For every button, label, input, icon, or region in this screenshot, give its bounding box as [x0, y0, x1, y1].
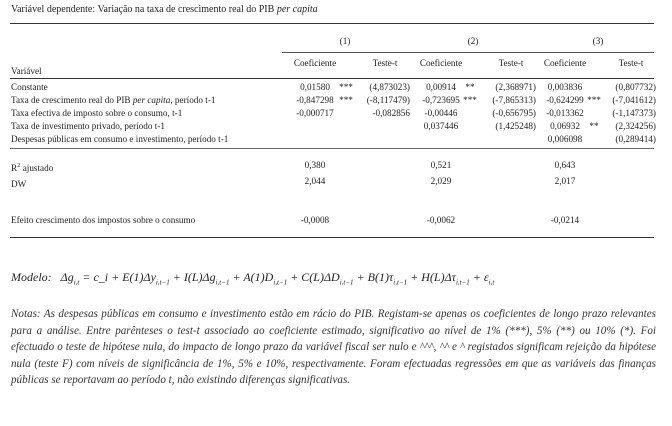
col-group-3-rule	[534, 52, 654, 53]
stat-value: 2,029	[430, 176, 452, 186]
caption-text: Variável dependente: Variação na taxa de crescimento real do PIB	[11, 4, 277, 15]
t-stat-cell: (-7,041612)	[612, 95, 656, 105]
subheader-t-2: Teste-t	[498, 58, 524, 68]
body-bottom-rule	[10, 148, 654, 149]
significance-stars: **	[465, 82, 475, 92]
t-stat-cell: (0,289414)	[615, 134, 656, 144]
row-label: Constante	[11, 82, 48, 92]
stat-value: 0,521	[430, 160, 452, 170]
coefficient-cell: -0,847298	[296, 95, 334, 105]
table-top-rule	[10, 23, 654, 24]
variable-header: Variável	[11, 66, 42, 76]
subheader-coef-3: Coeficiente	[543, 58, 587, 68]
col-group-1-rule	[282, 52, 410, 53]
stat-label: DW	[11, 179, 27, 190]
coefficient-cell: 0,00914	[426, 82, 456, 92]
coefficient-cell: -0,000717	[296, 108, 334, 118]
row-label: Despesas públicas em consumo e investimento, período t-1	[11, 134, 229, 144]
t-stat-cell: (2,368971)	[495, 82, 536, 92]
t-stat-cell: (-0,656795)	[492, 108, 536, 118]
t-stat-cell: -0,082856	[372, 108, 410, 118]
t-stat-cell: (1,425248)	[495, 121, 536, 131]
t-stat-cell: (-7,865313)	[492, 95, 536, 105]
t-stat-cell: (2,324256)	[615, 121, 656, 131]
significance-stars: ***	[463, 95, 477, 105]
model-label: Modelo:	[11, 270, 52, 284]
model-equation	[11, 270, 494, 286]
effect-value-1: -0,0008	[300, 215, 330, 225]
subheader-t-3: Teste-t	[618, 58, 644, 68]
row-label: Taxa efectiva de imposto sobre o consumo, t-1	[11, 108, 183, 118]
significance-stars: ***	[587, 95, 601, 105]
notes-paragraph: Notas: As despesas públicas em consumo e investimento estão em rácio do PIB. Registam-se apenas os coeficientes de longo prazo relevantes para a análise. Entre parênteses o test-t associado ao coeficiente estimado, significativo ao nível de 1% (***), 5% (**) ou 10% (*). Foi efectuado o teste de hipótese nula, do impacto de longo prazo da variável fiscal ser nulo e ^^^, ^^ e ^ registados significam rejeição da hipótese nula (teste F) com níveis de significância de 1%, 5% e 10%, respectivamente. Foram efectuadas regressões em que as variáveis das finanças públicas se reportavam ao período t, não existindo diferenças significativas.	[11, 308, 656, 386]
table-caption	[11, 4, 318, 15]
significance-stars: ***	[339, 82, 353, 92]
t-stat-cell: (0,807732)	[615, 82, 656, 92]
coefficient-cell: -0,723695	[422, 95, 460, 105]
stat-value: 0,380	[304, 160, 326, 170]
row-label: Taxa de crescimento real do PIB per capita, período t-1	[11, 95, 216, 105]
coefficient-cell: -0,624299	[546, 95, 584, 105]
stat-value: 2,017	[554, 176, 576, 186]
subheader-t-1: Teste-t	[372, 58, 398, 68]
coefficient-cell: -0,013362	[546, 108, 584, 118]
header-bottom-rule	[10, 78, 654, 79]
col-group-2: (2)	[467, 36, 479, 46]
model-formula: $\Delta g_{i,t}$ = c_i + $E(1)\Delta y_{i,t-1} + I(L)\Delta g_{i,t-1} + A(1)D_{i,t-1} + C(L)\Delta D_{i,t-1} + B(1)\tau_{i,t-1} + H(L)\Delta\tau_{i,t-1} + \varepsilon_{i,t}$	[60, 270, 495, 287]
col-group-3: (3)	[592, 36, 604, 46]
effect-value-3: -0,0214	[550, 215, 580, 225]
coefficient-cell: 0,037446	[423, 121, 459, 131]
effect-label: Efeito crescimento dos impostos sobre o consumo	[11, 215, 196, 225]
significance-stars: ***	[339, 95, 353, 105]
coefficient-cell: 0,01580	[300, 82, 330, 92]
significance-stars: **	[589, 121, 599, 131]
col-group-2-rule	[410, 52, 534, 53]
table-bottom-rule	[10, 237, 654, 238]
coefficient-cell: 0,006098	[547, 134, 583, 144]
coefficient-cell: 0,003836	[547, 82, 583, 92]
caption-italic: per capita	[276, 4, 318, 15]
stat-label: $R^2$ ajustado	[11, 162, 54, 174]
t-stat-cell: (-8,117479)	[366, 95, 410, 105]
subheader-coef-1: Coeficiente	[293, 58, 337, 68]
stat-value: 0,643	[554, 160, 576, 170]
effect-value-2: -0,0062	[426, 215, 456, 225]
t-stat-cell: (-1,147373)	[612, 108, 656, 118]
stat-value: 2,044	[304, 176, 326, 186]
coefficient-cell: 0,06932	[550, 121, 580, 131]
subheader-coef-2: Coeficiente	[419, 58, 463, 68]
coefficient-cell: -0,00446	[424, 108, 458, 118]
col-group-1: (1)	[339, 36, 351, 46]
t-stat-cell: (4,873023)	[369, 82, 410, 92]
row-label: Taxa de investimento privado, período t-1	[11, 121, 165, 131]
